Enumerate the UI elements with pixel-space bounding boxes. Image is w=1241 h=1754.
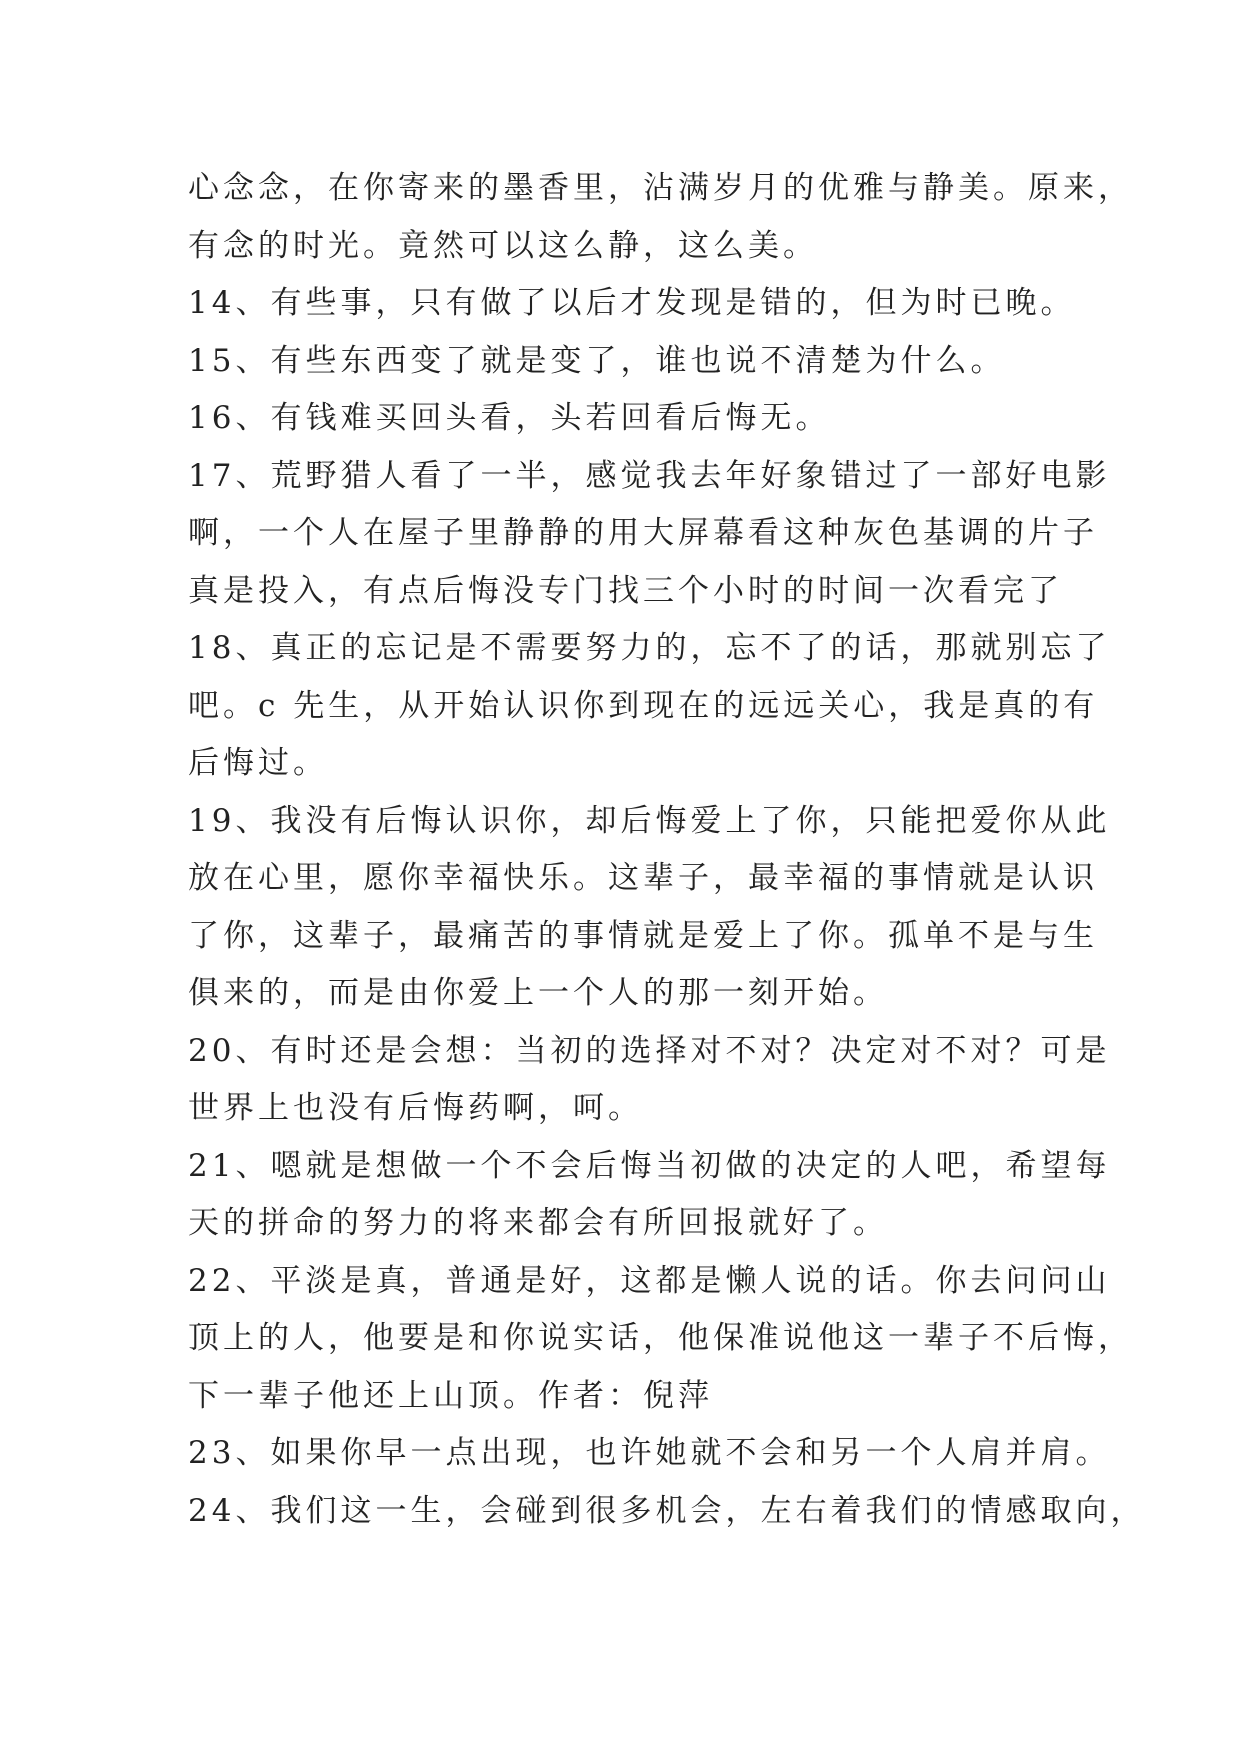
text-line: 18、真正的忘记是不需要努力的，忘不了的话，那就别忘了 <box>188 630 1111 666</box>
text-line: 22、平淡是真，普通是好，这都是懒人说的话。你去问问山 <box>188 1262 1111 1299</box>
text-line: 16、有钱难买回头看，头若回看后悔无。 <box>188 400 831 436</box>
text-line: 啊，一个人在屋子里静静的用大屏幕看这种灰色基调的片子 <box>188 515 1098 551</box>
text-line: 有念的时光。竟然可以这么静，这么美。 <box>188 227 818 264</box>
text-line: 23、如果你早一点出现，也许她就不会和另一个人肩并肩。 <box>188 1435 1111 1471</box>
text-line: 后悔过。 <box>188 745 328 781</box>
text-line: 真是投入，有点后悔没专门找三个小时的时间一次看完了 <box>188 572 1063 609</box>
text-line: 吧。c 先生，从开始认识你到现在的远远关心，我是真的有 <box>188 687 1099 724</box>
text-line: 21、嗯就是想做一个不会后悔当初做的决定的人吧，希望每 <box>188 1147 1111 1184</box>
text-line: 世界上也没有后悔药啊，呵。 <box>188 1090 643 1126</box>
text-line: 放在心里，愿你幸福快乐。这辈子，最幸福的事情就是认识 <box>188 860 1098 896</box>
text-line: 15、有些东西变了就是变了，谁也说不清楚为什么。 <box>188 342 1006 379</box>
text-line: 14、有些事，只有做了以后才发现是错的，但为时已晚。 <box>188 285 1076 321</box>
text-line: 心念念，在你寄来的墨香里，沾满岁月的优雅与静美。原来， <box>188 170 1133 206</box>
text-line: 17、荒野猎人看了一半，感觉我去年好象错过了一部好电影 <box>188 457 1111 494</box>
text-line: 俱来的，而是由你爱上一个人的那一刻开始。 <box>188 975 888 1011</box>
text-line: 顶上的人，他要是和你说实话，他保准说他这一辈子不后悔， <box>188 1320 1133 1356</box>
text-line: 了你，这辈子，最痛苦的事情就是爱上了你。孤单不是与生 <box>188 917 1098 954</box>
text-line: 24、我们这一生，会碰到很多机会，左右着我们的情感取向， <box>188 1492 1146 1529</box>
text-line: 19、我没有后悔认识你，却后悔爱上了你，只能把爱你从此 <box>188 802 1111 839</box>
text-line: 下一辈子他还上山顶。作者：倪萍 <box>188 1377 713 1414</box>
text-line: 天的拼命的努力的将来都会有所回报就好了。 <box>188 1205 888 1241</box>
document-body <box>188 160 1146 1540</box>
text-line: 20、有时还是会想：当初的选择对不对？决定对不对？可是 <box>188 1032 1111 1069</box>
